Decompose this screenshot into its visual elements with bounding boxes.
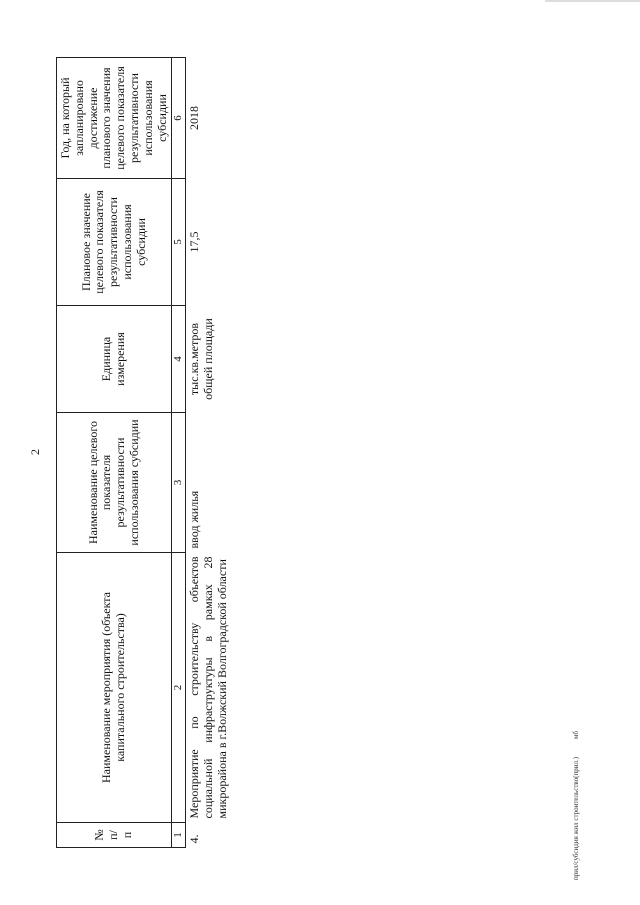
column-number: 1 [172, 823, 186, 848]
header-year: Год, на который запланировано достижение планового значения целевого показателя результативности использования субсидии [57, 58, 172, 179]
footer [572, 731, 580, 880]
column-number: 6 [172, 58, 186, 179]
header-num: № п/п [57, 823, 172, 848]
column-number: 2 [172, 553, 186, 823]
indicator-table [56, 57, 231, 848]
table-row [186, 58, 232, 848]
row-unit: тыс.кв.метров общей площади [187, 318, 215, 400]
row-event-name: Мероприятие по строительству объектов социальной инфраструктуры в рамках 28 микрорайона в г.Волжский Волгоградской области [187, 556, 229, 819]
column-number: 5 [172, 179, 186, 306]
row-num: 4. [187, 834, 202, 844]
row-indicator: ввод жилья [187, 490, 202, 549]
footer-code: мб [572, 730, 580, 739]
header-planned-value: Плановое значение целевого показателя результативности использования субсидии [57, 179, 172, 306]
rotated-table-container [56, 58, 229, 848]
header-indicator-name: Наименование целевого показателя результативности использования субсидии [57, 413, 172, 553]
header-row [57, 58, 172, 848]
row-year: 2018 [187, 106, 202, 130]
row-planned-value: 17,5 [187, 231, 202, 253]
footer-path: прил/субсидия жил строительство(прил.) [572, 756, 580, 880]
column-number-row [172, 58, 186, 848]
header-event-name: Наименование мероприятия (объекта капитального строительства) [57, 553, 172, 823]
column-number: 4 [172, 306, 186, 413]
column-number: 3 [172, 413, 186, 553]
page-number: 2 [28, 449, 42, 455]
header-unit: Единица измерения [57, 306, 172, 413]
scan-edge-mark [545, 0, 640, 2]
